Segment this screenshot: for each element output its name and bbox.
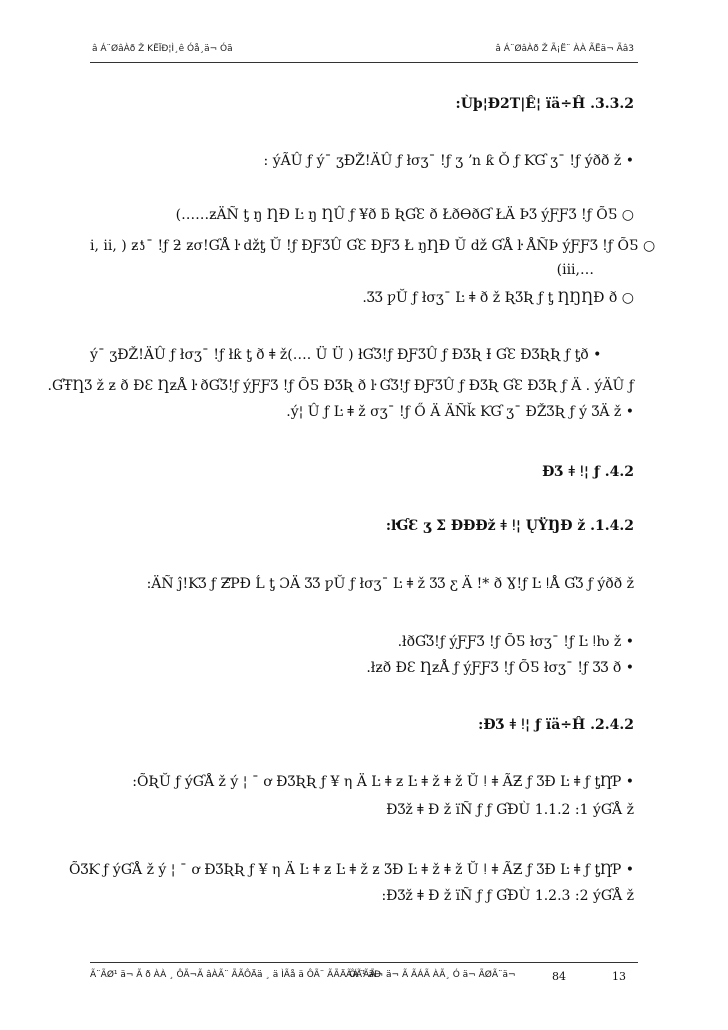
bullet-line: : ýÃÛ ƒ ý¯ ʒÐŽ!ÄÛ ƒ łσʒ¯ !ƒ ʒ ʼn ƙ Ǒ ƒ ƘƓ ʒ¯ !ƒ ýðð ž • [263, 153, 634, 169]
bullet-line: .ý¦ Û ƒ Ŀ ǂ ž σʒ¯ !ƒ Ő Ä ÄÑǩ ƘƓ ʒ¯ ÐŽƷƦ ƒ ý ƷÄ ž • [286, 404, 634, 420]
circle-item-line: .ƷƷ ƿŬ ƒ łσʒ¯ Ŀ ǂ ð ž ƦƷƦ ƒ ƫ ȠŊȠÐ ð ○ [362, 290, 634, 306]
form-line: ÐƷž ǂ Ð ž ïÑ ƒ ƒ ƓÐÙ 1.1.2 :1 ýƓÅ ž [386, 802, 634, 818]
footer-middle-text: ÃÁ¨ÃÃ¬ ä¬ Ã ÃÁÃ ÀÃ¸ Ó ä¬ ÃØÃ¨ä¬ [346, 970, 516, 980]
section-heading-2-4-2: :ÐƷ ǂ ǃ¦ ƒ ïä÷Ĥ .2.4.2 [478, 717, 634, 733]
bullet-line: ý¯ ʒÐŽ!ÄÛ ƒ łσʒ¯ !ƒ łƙ ƫ ð ǂ ž(…. Ü Ü ) łƓƷ!ƒ ÐƑƷÛ ƒ ÐƷƦ Ɨ ƓƐ ÐƷƦƦ ƒ ƫð • [90, 347, 602, 363]
section-heading-4-2: ÐƷ ǂ ǃ¦ ƒ .4.2 [542, 464, 634, 480]
form-line: :ÐƷž ǂ Ð ž ïÑ ƒ ƒ ƓÐÙ 1.2.3 :2 ýƓÅ ž [381, 888, 634, 904]
paragraph-line: :ÄÑ ĵ!ƘƷ ƒ ƵƤÐ Ĺ ƫ ƆÄ ƷƷ ƿŬ ƒ łσʒ¯ Ŀ ǂ ž ƷƷ ƹ Ä !* ð Ɣ!ƒ Ŀ ǃÅ ƓƷ ƒ ýðð ž [146, 576, 634, 592]
footer-rule [90, 962, 638, 963]
bullet-line: :ÕƦŬ ƒ ýƓÅ ž ý ¦ ¯ ơ ÐƷƦƦ ƒ ¥ η Ä Ŀ ǂ ƶ Ŀ ǂ ž ǂ ž Ŭ ǃ ǂ ÃƵ ƒ ƷÐ Ŀ ǂ ƒ ƫȠƤ • [132, 774, 634, 790]
section-heading-3-3-2: :Ùþ¦Ð2T|Ê¦ ïä÷Ĥ .3.3.2 [455, 96, 634, 112]
circle-item-line: i, ii, ) ƶƾ¯ !ƒ ƻ ƶσ!ƓÅ ŀ ǆƫ Ŭ !ƒ ÐƑƷÛ ƓƐ ÐƑƷ Ł ŋȠÐ Ŭ ǆ ƓÅ ŀ ÅÑÞ ýƑƑƷ !ƒ ÕƼ ○ [90, 238, 656, 254]
section-heading-1-4-2: :ŀƓƐ ʒ Ʃ ÐÐÐž ǂ ǃ¦ ŲŸŊÐ ž .1.4.2 [385, 518, 634, 534]
footer-total-pages: 84 [552, 970, 566, 983]
footer-page-number: 13 [612, 970, 626, 983]
bullet-line: .łðƓƷ!ƒ ýƑƑƷ !ƒ ÕƼ łσʒ¯ !ƒ Ŀ ǃƕ ž • [397, 634, 634, 650]
bullet-line: .łƶð ÐƐ ȠƶÅ ƒ ýƑƑƷ !ƒ ÕƼ łσʒ¯ !ƒ ƷƷ ð • [366, 660, 634, 676]
header-rule [90, 62, 638, 63]
header-right-text: â Á¨ØâÀð Ž Ã¡Ë¨ ÀÀ ÃËä¬ Ãâ3 [495, 44, 634, 54]
paragraph-line: .ƓŦȠƷ ž ƶ ð ÐƐ ȠƶÅ ŀ ðƓƷ!ƒ ýƑƑƷ !ƒ ÕƼ ÐƷƦ ð ŀ ƓƷ!ƒ ÐƑƷÛ ƒ ÐƷƦ ƓƐ ÐƷƦ ƒ Ä . ýÄÛ ƒ [47, 378, 634, 394]
footer-left-text: Ã¨ÃØ¹ ä¬ Ã ð ÀÀ ¸ ÔÃ¬Ã âÀÃ¨ ÃÃÔÄä ¸ ä ÌÃå ä ÔÃ¨ ÃÃÄ ÔÃ¹ ãÐ [90, 970, 382, 980]
circle-item-line: (……ƶÄÑ ƫ ŋ ȠÐ Ŀ ŋ ȠÛ ƒ ¥ð ƃ ƦƓƐ ð ŁðƟðƓ ŁÄ ÞƷ ýƑƑƷ !ƒ ÕƼ ○ [175, 207, 634, 223]
roman-numeral-text: (iii,… [556, 262, 594, 278]
header-left-text: â Á¨ØâÀð Ž KËÏÐ¦Ì¸ê Óå¸ä¬ Óã [92, 44, 233, 54]
bullet-line: ÕƷƘ ƒ ýƓÅ ž ý ¦ ¯ ơ ÐƷƦƦ ƒ ¥ η Ä Ŀ ǂ ƶ Ŀ ǂ ž ƶ ƷÐ Ŀ ǂ ž ǂ ž Ŭ ǃ ǂ ÃƵ ƒ ƷÐ Ŀ ǂ ƒ ƫȠƤ • [69, 862, 634, 878]
